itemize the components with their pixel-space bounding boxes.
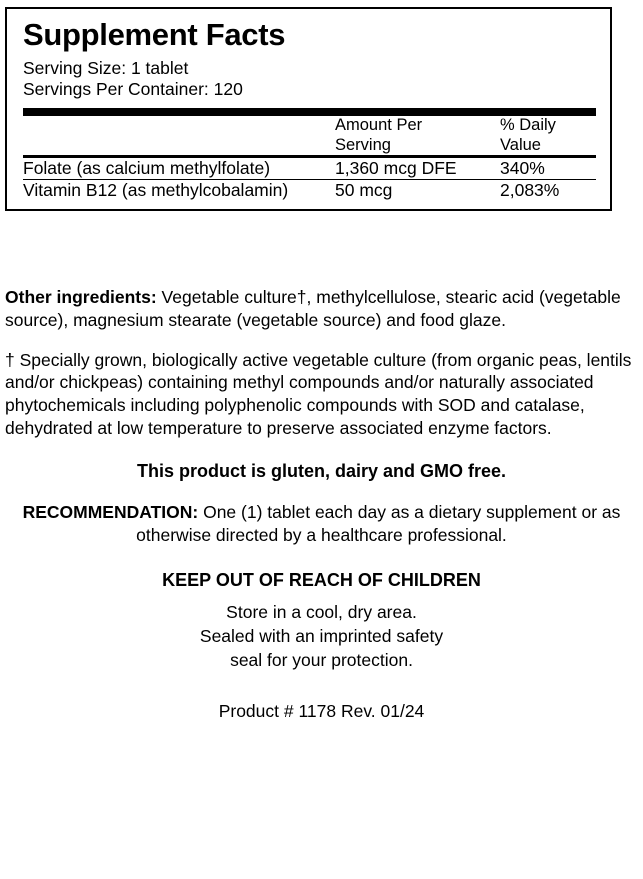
free-claim-text: This product is gluten, dairy and GMO free. [136, 460, 507, 481]
nutrient-name: Folate (as calcium methylfolate) [23, 158, 271, 179]
header-amount-line2: Serving [335, 135, 391, 154]
recommendation-paragraph [5, 501, 638, 548]
nutrition-table [23, 116, 596, 155]
nutrient-amount: 50 mcg [335, 180, 500, 202]
storage-line-1: Store in a cool, dry area. [226, 601, 417, 622]
header-amount-line1: Amount Per [335, 116, 423, 135]
page-title: Supplement Facts [23, 17, 286, 52]
other-ingredients-label: Other ingredients: [5, 287, 157, 307]
table-header-row [23, 116, 596, 155]
header-amount-per-serving [335, 116, 500, 155]
storage-line-3: seal for your protection. [230, 650, 413, 671]
footnote-paragraph: † Specially grown, biologically active vegetable culture (from organic peas, lentils and/or chickpeas) containing methyl compounds and/or naturally associated phytochemicals including polyphenolic compounds with SOD and catalase, dehydrated at low temperature to preserve associated enzyme factors. [5, 349, 632, 438]
recommendation-label: RECOMMENDATION: [22, 501, 199, 522]
nutrient-daily-value: 340% [500, 158, 545, 179]
nutrient-name: Vitamin B12 (as methylcobalamin) [23, 180, 335, 202]
panel-rule-thick [23, 108, 596, 116]
recommendation-text: One (1) tablet each day as a dietary supplement or as otherwise directed by a healthcare professional. [136, 501, 621, 546]
product-number-text: Product # 1178 Rev. 01/24 [218, 701, 425, 722]
storage-instructions [5, 600, 638, 672]
servings-per-container-text: Servings Per Container: 120 [23, 79, 243, 100]
header-dv-line1: % Daily [500, 116, 556, 135]
header-dv-line2: Value [500, 135, 541, 154]
table-row [23, 180, 596, 202]
nutrient-rows-table [23, 158, 596, 201]
storage-line-2: Sealed with an imprinted safety [199, 625, 444, 646]
warning-heading: KEEP OUT OF REACH OF CHILDREN [162, 570, 481, 591]
nutrient-daily-value: 2,083% [500, 180, 596, 202]
header-blank-cell [23, 116, 335, 155]
serving-size-text: Serving Size: 1 tablet [23, 57, 189, 78]
header-daily-value [500, 116, 596, 155]
nutrient-amount: 1,360 mcg DFE [335, 158, 457, 179]
label-body-copy [5, 286, 638, 723]
table-row [23, 158, 596, 180]
other-ingredients-text: Vegetable culture†, methylcellulose, stearic acid (vegetable source), magnesium stearate (vegetable source) and food glaze. [5, 287, 621, 330]
other-ingredients-paragraph [5, 286, 638, 332]
supplement-facts-panel [5, 7, 612, 211]
